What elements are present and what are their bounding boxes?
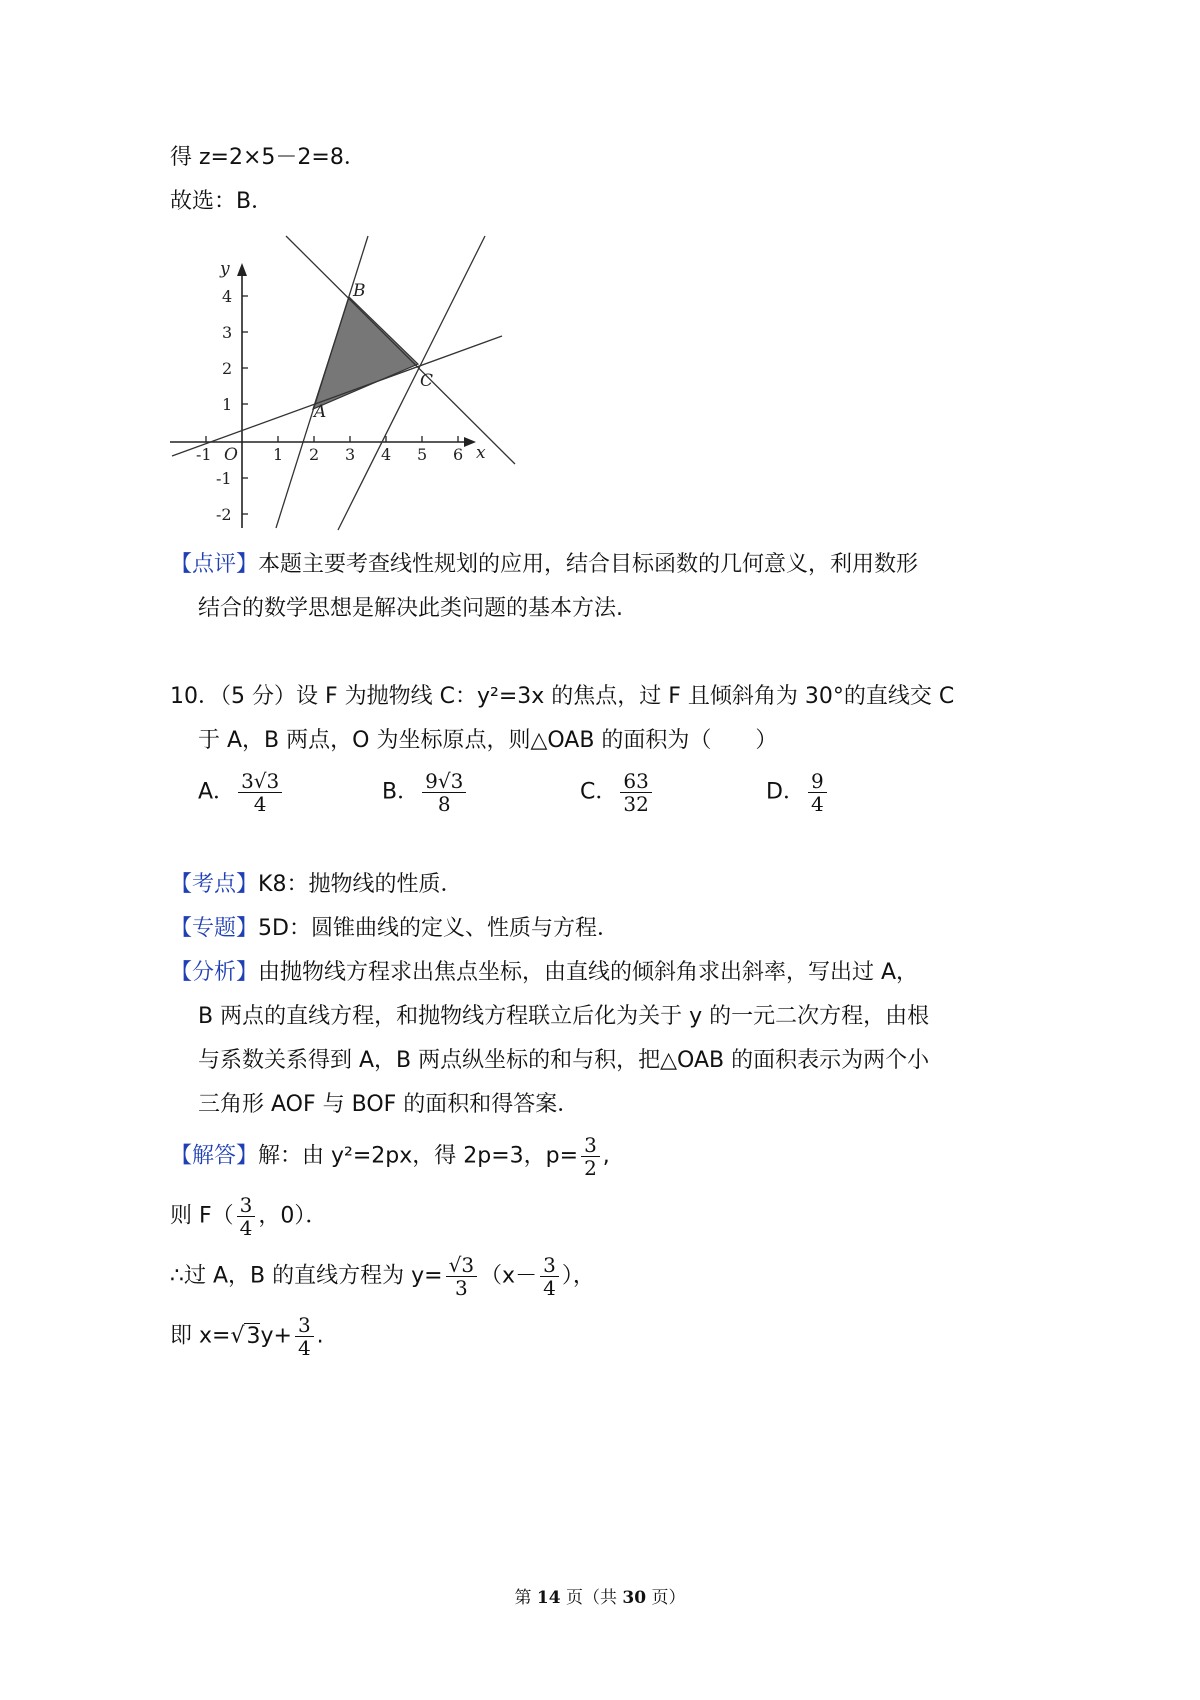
origin-label: O [224,445,238,465]
fenxi-text: 由抛物线方程求出焦点坐标，由直线的倾斜角求出斜率，写出过 A， [258,960,919,985]
y-tick-label: -2 [216,505,232,524]
line-2 [286,236,515,464]
fenxi-line: 三角形 AOF 与 BOF 的面积和得答案． [198,1092,580,1117]
x-tick-label: 5 [417,445,428,464]
text-line: 得 z=2×5－2=8． [170,145,366,170]
feasible-region [313,297,418,409]
option-c [580,770,655,815]
jieda-text: 解：由 y²=2px，得 2p=3，p= [258,1143,579,1169]
fraction: $\frac{√3}{3}$ [446,1254,477,1299]
x-tick-label: -1 [196,445,212,464]
y-axis-arrow [237,263,247,276]
point-a-label: A [314,402,327,422]
fraction: $\frac{3√3}{4}$ [238,770,282,815]
review-line [170,550,918,580]
zhuanti-line [170,914,619,944]
option-label: B． [382,779,420,805]
x-tick-label: 2 [309,445,320,464]
y-tick-label: 4 [222,287,233,306]
fraction: $\frac{9√3}{8}$ [422,770,466,815]
fraction: $\frac{63}{32}$ [620,770,651,815]
fraction: $\frac{3}{4}$ [295,1314,314,1359]
fraction: $\frac{3}{4}$ [237,1194,256,1239]
x-tick-label: 4 [381,445,392,464]
question-line: 于 A，B 两点，O 为坐标原点，则△OAB 的面积为（ ） [198,728,778,753]
review-text: 本题主要考查线性规划的应用，结合目标函数的几何意义，利用数形 [258,552,919,577]
kaodian-tag: 【考点】 [170,872,259,897]
y-tick-label: 1 [222,395,233,414]
fraction: $\frac{9}{4}$ [808,770,827,815]
option-d [766,770,830,815]
y-tick-label: 3 [222,323,233,342]
jieda-line: ∴过 A，B 的直线方程为 y= $\frac{√3}{3}$ （x－ $\frac{3}{4}$ ）， [170,1253,595,1300]
x-tick-label: 6 [453,445,464,464]
fenxi-tag: 【分析】 [170,960,259,985]
option-label: D． [766,779,805,805]
y-tick-label: -1 [216,469,232,488]
review-line: 结合的数学思想是解决此类问题的基本方法. [198,596,623,621]
point-b-label: B [353,281,366,301]
jieda-line: 【解答】解：由 y²=2px，得 2p=3，p= $\frac{3}{2}$ , [170,1133,610,1180]
question-line: 10．（5 分）设 F 为抛物线 C：y²=3x 的焦点，过 F 且倾斜角为 30°的直线交 C [170,684,955,709]
zhuanti-tag: 【专题】 [170,916,259,941]
fenxi-line [170,958,918,988]
option-a [198,770,285,815]
jieda-tag: 【解答】 [170,1143,259,1169]
point-c-label: C [420,371,434,391]
y-axis-label: y [220,259,230,279]
option-b [382,770,469,815]
fenxi-line: B 两点的直线方程，和抛物线方程联立后化为关于 y 的一元二次方程，由根 [198,1004,930,1029]
option-label: C． [580,779,618,805]
x-axis-arrow [464,437,476,447]
fraction: $\frac{3}{2}$ [581,1134,600,1179]
y-tick-label: 2 [222,359,233,378]
page-footer: 第 14 页（共 30 页） [514,1588,686,1608]
fraction: $\frac{3}{4}$ [540,1254,559,1299]
x-tick-label: 1 [273,445,284,464]
x-tick-label: 3 [345,445,356,464]
zhuanti-text: 5D：圆锥曲线的定义、性质与方程． [258,916,619,941]
option-label: A． [198,779,236,805]
kaodian-line [170,870,462,900]
text-line: 故选：B． [170,189,274,214]
jieda-line: 则 F（ $\frac{3}{4}$ ，0）． [170,1193,328,1240]
jieda-line: 即 x=√3y+ $\frac{3}{4}$ . [170,1313,324,1360]
kaodian-text: K8：抛物线的性质． [258,872,463,897]
fenxi-line: 与系数关系得到 A，B 两点纵坐标的和与积，把△OAB 的面积表示为两个小 [198,1048,930,1073]
review-tag: 【点评】 [170,552,259,577]
linear-programming-figure [160,228,530,538]
x-axis-label: x [476,443,486,463]
